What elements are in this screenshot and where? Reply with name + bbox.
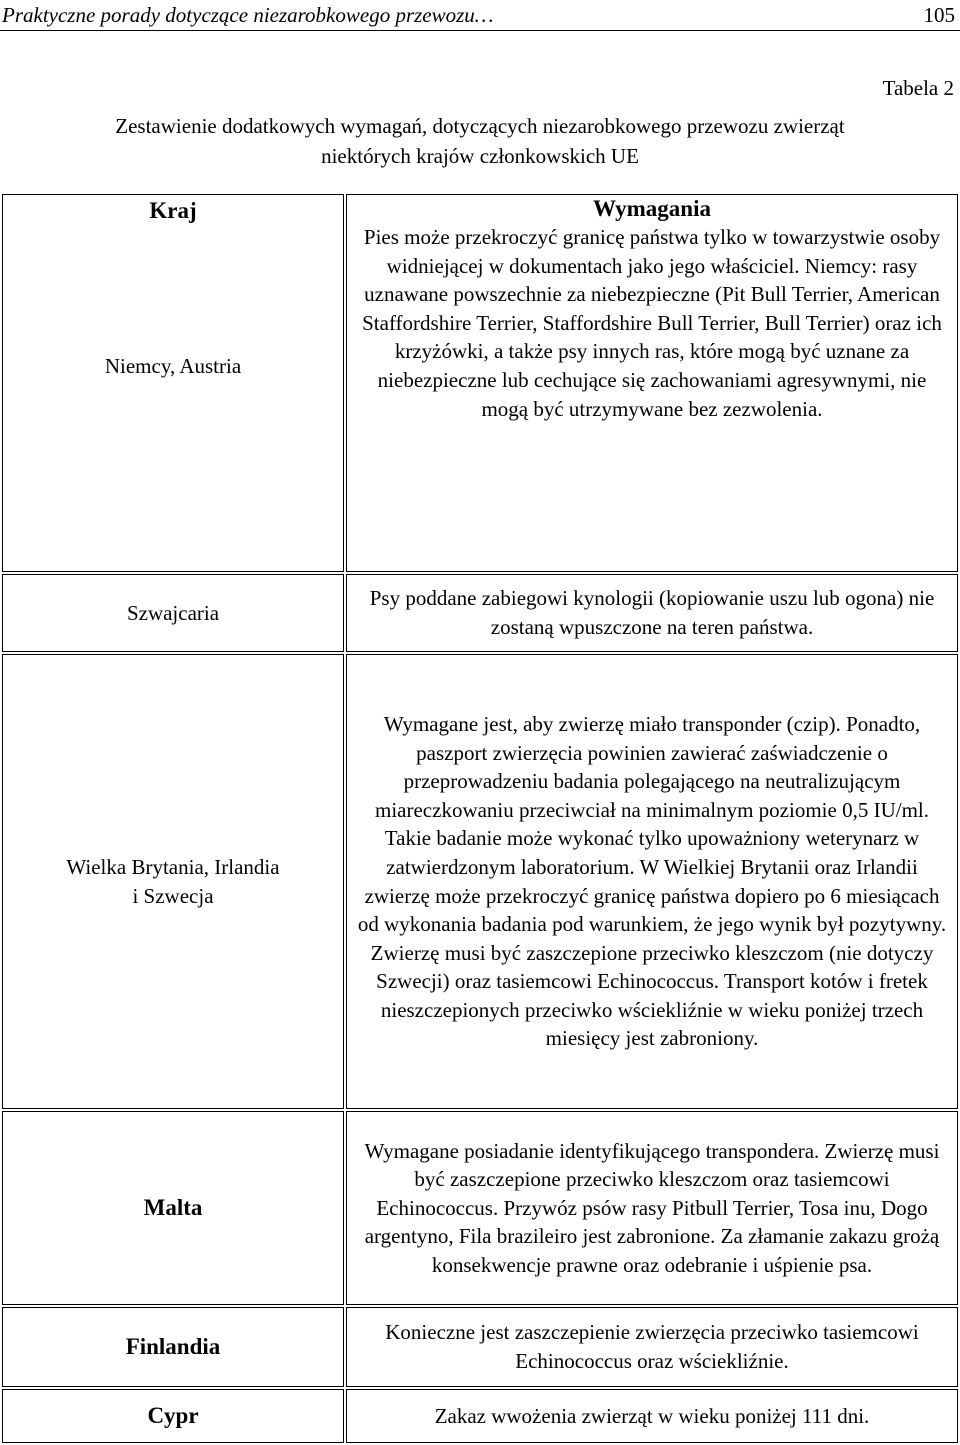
country-name-line-1: Wielka Brytania, Irlandia xyxy=(66,854,280,879)
requirement-cell xyxy=(346,1307,958,1387)
table-row-wielka-brytania-irlandia-szwecja xyxy=(2,654,958,1109)
table-row-szwajcaria xyxy=(2,574,958,652)
requirement-cell xyxy=(346,194,958,572)
requirement-text: Wymagane jest, aby zwierzę miało transponder (czip). Ponadto, paszport zwierzęcia powinien zawierać zaświadczenie o przeprowadzeniu badania polegającego na neutralizującym miareczkowaniu przeciwciał na minimalnym poziomie 0,5 IU/ml. Takie badanie może wykonać tylko upoważniony weterynarz w zatwierdzonym laboratorium. W Wielkiej Brytanii oraz Irlandii zwierzę może przekroczyć granicę państwa dopiero po 6 miesiącach od wykonania badania pod warunkiem, że jego wynik był pozytywny. Zwierzę musi być zaszczepione przeciwko kleszczom (nie dotyczy Szwecji) oraz tasiemcowi Echinococcus. Transport kotów i fretek nieszczepionych przeciwko wściekliźnie w wieku poniżej trzech miesięcy jest zabroniony. xyxy=(357,711,947,1051)
running-title: Praktyczne porady dotyczące niezarobkowego przewozu… xyxy=(2,3,494,27)
column-header-country: Kraj xyxy=(149,198,197,223)
country-cell xyxy=(2,1111,344,1305)
requirement-text: Wymagane posiadanie identyfikującego transpondera. Zwierzę musi być zaszczepione przeciwko kleszczom oraz tasiemcowi Echinococcus. Przywóz psów rasy Pitbull Terrier, Tosa inu, Dogo argentyno, Fila brazileiro jest zabronione. Za złamanie zakazu grożą konsekwencje prawne oraz odebranie i uśpienie psa. xyxy=(364,1138,940,1277)
caption-line-1: Zestawienie dodatkowych wymagań, dotyczących niezarobkowego przewozu zwierząt xyxy=(115,114,845,138)
requirements-table xyxy=(0,192,960,1445)
country-cell xyxy=(2,194,344,572)
requirement-cell xyxy=(346,1111,958,1305)
country-cell xyxy=(2,654,344,1109)
country-cell xyxy=(2,574,344,652)
table-row-niemcy-austria xyxy=(2,194,958,572)
country-name: Szwajcaria xyxy=(126,600,220,625)
country-cell xyxy=(2,1389,344,1443)
running-header xyxy=(0,0,960,31)
requirement-text: Konieczne jest zaszczepienie zwierzęcia przeciwko tasiemcowi Echinococcus oraz wściekliźnie. xyxy=(385,1320,919,1373)
table-caption xyxy=(0,111,960,171)
requirement-cell xyxy=(346,574,958,652)
requirement-cell xyxy=(346,654,958,1109)
country-name: Cypr xyxy=(147,1402,199,1428)
table-row-malta xyxy=(2,1111,958,1305)
country-name: Malta xyxy=(143,1194,203,1220)
requirement-text: Psy poddane zabiegowi kynologii (kopiowanie uszu lub ogona) nie zostaną wpuszczone na teren państwa. xyxy=(369,586,935,639)
requirement-text: Zakaz wwożenia zwierząt w wieku poniżej 111 dni. xyxy=(434,1403,870,1428)
caption-line-2: niektórych krajów członkowskich UE xyxy=(321,144,639,168)
requirement-text: Pies może przekroczyć granicę państwa tylko w towarzystwie osoby widniejącej w dokumentach jako jego właściciel. Niemcy: rasy uznawane powszechnie za niebezpieczne (Pit Bull Terrier, American Staffordshire Terrier, Staffordshire Bull Terrier, Bull Terrier) oraz ich krzyżówki, a także psy innych ras, które mogą być uznane za niebezpieczne lub cechujące się zachowaniami agresywnymi, nie mogą być utrzymywane bez zezwolenia. xyxy=(362,225,942,421)
country-cell xyxy=(2,1307,344,1387)
country-name-line-2: i Szwecja xyxy=(132,883,214,908)
country-name: Finlandia xyxy=(125,1333,221,1359)
table-row-finlandia xyxy=(2,1307,958,1387)
table-label: Tabela 2 xyxy=(882,76,954,100)
column-header-requirements: Wymagania xyxy=(593,196,711,221)
page-number: 105 xyxy=(923,3,955,27)
country-name: Niemcy, Austria xyxy=(104,354,242,378)
table-row-cypr xyxy=(2,1389,958,1443)
requirement-cell xyxy=(346,1389,958,1443)
